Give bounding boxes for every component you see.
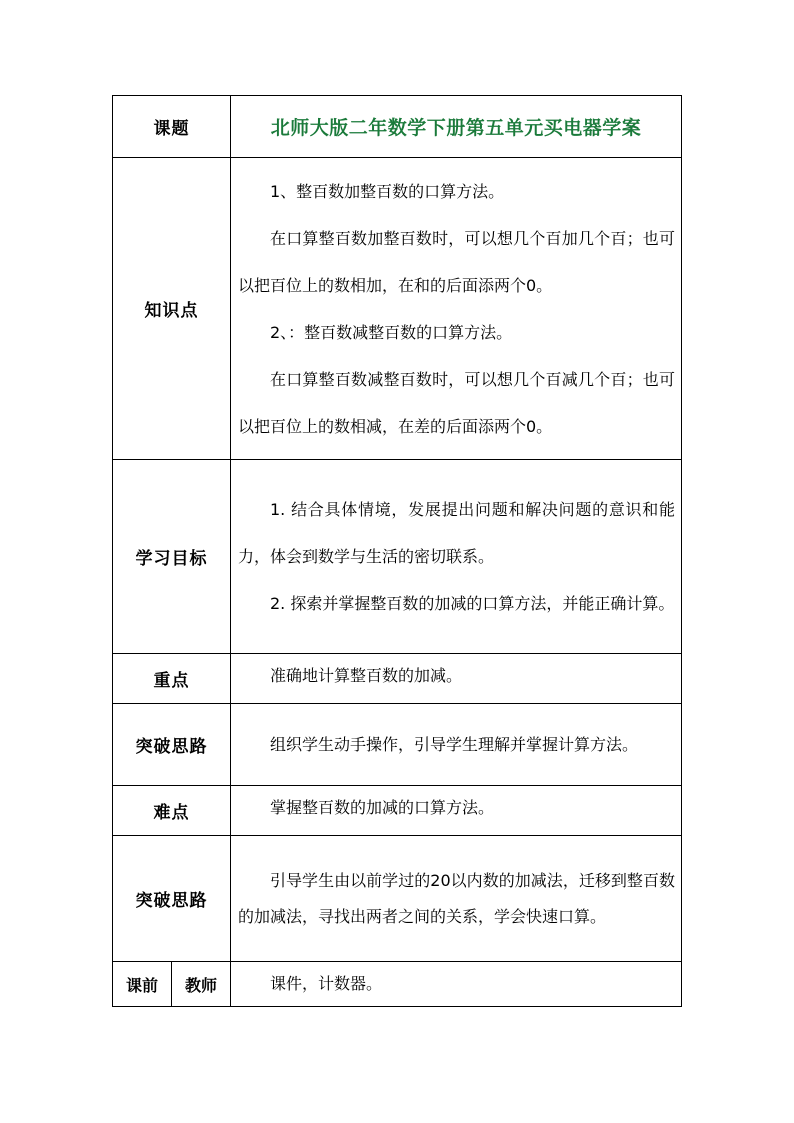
row-goals — [113, 460, 682, 654]
knowledge-paragraph-4: 在口算整百数减整百数时，可以想几个百减几个百；也可以把百位上的数相减，在差的后面添两个0。 — [238, 369, 675, 436]
row-key-point — [113, 654, 682, 704]
knowledge-label: 知识点 — [113, 158, 231, 460]
title-label: 课题 — [113, 96, 231, 158]
knowledge-paragraph-1: 1、整百数加整百数的口算方法。 — [270, 181, 505, 201]
key-point-content — [231, 654, 682, 704]
row-approach-1 — [113, 704, 682, 786]
approach-2-text: 引导学生由以前学过的20以内数的加减法，迁移到整百数的加减法，寻找出两者之间的关系，学会快速口算。 — [238, 870, 675, 926]
knowledge-content — [231, 158, 682, 460]
approach-1-text: 组织学生动手操作，引导学生理解并掌握计算方法。 — [270, 734, 639, 754]
preclass-content — [231, 962, 682, 1007]
knowledge-paragraph-2: 在口算整百数加整百数时，可以想几个百加几个百；也可以把百位上的数相加，在和的后面添两个0。 — [238, 228, 675, 295]
goals-paragraph-1: 1. 结合具体情境，发展提出问题和解决问题的意识和能力，体会到数学与生活的密切联系。 — [238, 500, 675, 566]
knowledge-paragraph-3: 2、：整百数减整百数的口算方法。 — [270, 322, 513, 342]
difficulty-label: 难点 — [113, 786, 231, 836]
approach-1-content — [231, 704, 682, 786]
row-preclass — [113, 962, 682, 1007]
row-knowledge — [113, 158, 682, 460]
preclass-sublabel: 教师 — [172, 962, 231, 1007]
preclass-label: 课前 — [113, 962, 172, 1007]
goals-paragraph-2: 2. 探索并掌握整百数的加减的口算方法，并能正确计算。 — [270, 594, 675, 613]
row-approach-2 — [113, 836, 682, 962]
lesson-title: 北师大版二年数学下册第五单元买电器学案 — [231, 96, 682, 158]
row-title — [113, 96, 682, 158]
difficulty-text: 掌握整百数的加减的口算方法。 — [270, 798, 495, 817]
difficulty-content — [231, 786, 682, 836]
row-difficulty — [113, 786, 682, 836]
lesson-plan-table — [112, 95, 682, 1007]
approach-1-label: 突破思路 — [113, 704, 231, 786]
key-point-text: 准确地计算整百数的加减。 — [270, 666, 463, 685]
goals-label: 学习目标 — [113, 460, 231, 654]
key-point-label: 重点 — [113, 654, 231, 704]
preclass-text: 课件，计数器。 — [270, 974, 383, 993]
approach-2-content — [231, 836, 682, 962]
goals-content — [231, 460, 682, 654]
approach-2-label: 突破思路 — [113, 836, 231, 962]
